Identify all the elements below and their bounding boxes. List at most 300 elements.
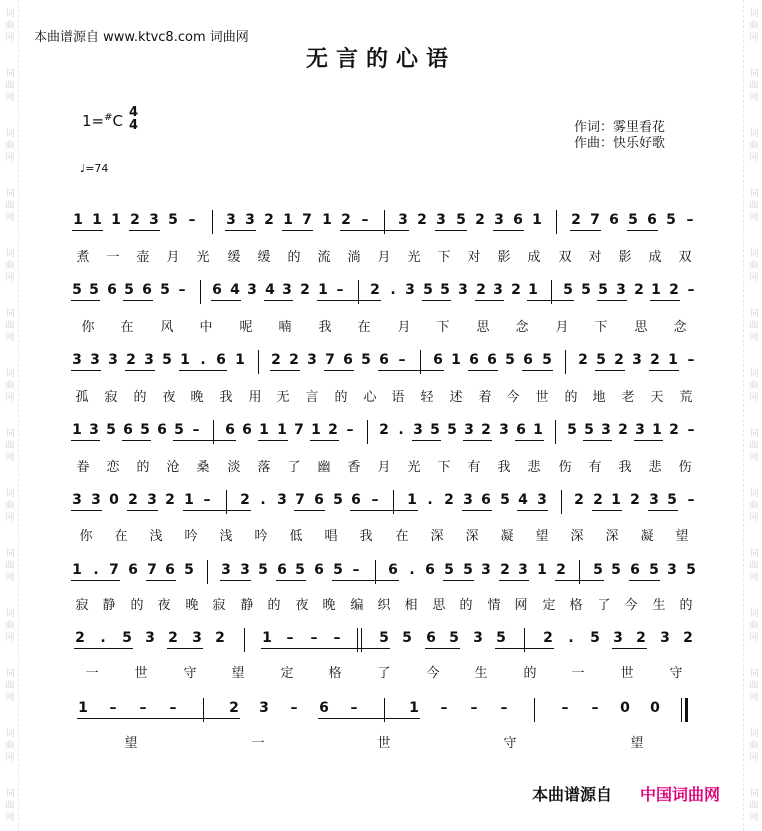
- lyric-char: 我: [219, 390, 233, 405]
- lyric-char: 格: [328, 666, 342, 681]
- lyric-char: 轻: [420, 390, 434, 405]
- score-symbol: –: [371, 492, 379, 508]
- score-symbol: 5: [124, 282, 134, 298]
- score-symbol: 3: [398, 212, 408, 228]
- watermark-text: 词 曲 网: [749, 309, 759, 343]
- bar-line: [534, 698, 535, 722]
- score-symbol: –: [169, 700, 177, 716]
- lyric-char: 编: [350, 598, 364, 613]
- watermark-text: 词 曲 网: [5, 729, 15, 763]
- beam-line: [71, 510, 102, 511]
- lyric-char: 一: [106, 250, 120, 265]
- lyric-char: 恋: [106, 460, 120, 475]
- score-symbol: .: [100, 630, 106, 646]
- lyric-char: 月: [397, 320, 411, 335]
- score-symbol: 6: [630, 562, 640, 578]
- score-symbol: 1: [72, 422, 82, 438]
- score-symbol: 2: [636, 630, 646, 646]
- score-symbol: 2: [165, 492, 175, 508]
- score-symbol: 3: [147, 492, 157, 508]
- lyric-char: 浅: [149, 529, 163, 544]
- lyric-char: 的: [523, 666, 537, 681]
- score-symbol: 5: [584, 422, 594, 438]
- score-symbol: 4: [230, 282, 240, 298]
- score-symbol: –: [398, 352, 406, 368]
- beam-line: [634, 440, 663, 441]
- bar-line: [561, 490, 562, 514]
- score-symbol: 6: [426, 630, 436, 646]
- lyric-char: 定: [542, 598, 556, 613]
- lyric-char: 成: [527, 250, 541, 265]
- score-symbol: –: [188, 212, 196, 228]
- lyric-char: 月: [377, 460, 391, 475]
- beam-line: [332, 580, 399, 581]
- score-symbol: 2: [571, 212, 581, 228]
- lyric-char: 语: [391, 390, 405, 405]
- beam-line: [592, 510, 622, 511]
- lyric-char: 唱: [324, 529, 338, 544]
- beam-line: [340, 230, 409, 231]
- score-symbol: 5: [333, 492, 343, 508]
- score-symbol: 5: [162, 352, 172, 368]
- score-symbol: 5: [666, 212, 676, 228]
- lyric-char: 淡: [227, 460, 241, 475]
- score-symbol: 0: [109, 492, 119, 508]
- time-signature-top: 4: [129, 105, 139, 120]
- score-symbol: 2: [130, 212, 140, 228]
- lyric-char: 我: [318, 320, 332, 335]
- score-symbol: 5: [667, 492, 677, 508]
- watermark-text: 词 曲 网: [5, 789, 15, 823]
- score-symbol: 5: [463, 562, 473, 578]
- lyric-char: 念: [515, 320, 529, 335]
- beam-line: [225, 230, 256, 231]
- lyric-char: 深: [570, 529, 584, 544]
- score-symbol: 6: [609, 212, 619, 228]
- score-symbol: –: [470, 700, 478, 716]
- lyric-char: 的: [133, 390, 147, 405]
- lyric-char: 世: [620, 666, 634, 681]
- score-symbol: –: [361, 212, 369, 228]
- beam-line: [125, 370, 155, 371]
- score-symbol: 2: [300, 282, 310, 298]
- score-symbol: 5: [361, 352, 371, 368]
- score-symbol: 4: [518, 492, 528, 508]
- score-symbol: 3: [463, 492, 473, 508]
- score-symbol: 1: [651, 282, 661, 298]
- beam-line: [71, 440, 100, 441]
- score-symbol: 3: [518, 562, 528, 578]
- watermark-text: 词 曲 网: [5, 429, 15, 463]
- beam-line: [127, 510, 158, 511]
- beam-line: [71, 580, 120, 581]
- score-symbol: 2: [417, 212, 427, 228]
- score-symbol: 2: [341, 212, 351, 228]
- score-symbol: –: [591, 700, 599, 716]
- lyric-char: 深: [465, 529, 479, 544]
- lyric-char: 晚: [185, 598, 199, 613]
- score-symbol: 6: [516, 422, 526, 438]
- lyric-char: 淌: [347, 250, 361, 265]
- right-watermark-strip: [743, 0, 762, 831]
- score-symbol: –: [139, 700, 147, 716]
- lyric-char: 凝: [500, 529, 514, 544]
- lyric-char: 了: [377, 666, 391, 681]
- beam-line: [629, 580, 660, 581]
- bar-line: [212, 210, 213, 234]
- score-symbol: 1: [259, 422, 269, 438]
- score-symbol: 6: [319, 700, 329, 716]
- score-symbol: –: [687, 352, 695, 368]
- lyricist: 作词：雾里看花: [574, 120, 666, 135]
- score-symbol: –: [346, 422, 354, 438]
- lyric-char: 心: [363, 390, 377, 405]
- lyric-char: 伤: [558, 460, 572, 475]
- score-symbol: 2: [618, 422, 628, 438]
- score-symbol: 5: [402, 630, 412, 646]
- score-symbol: 1: [311, 422, 321, 438]
- lyric-char: 念: [673, 320, 687, 335]
- watermark-text: 词 曲 网: [749, 429, 759, 463]
- watermark-text: 词 曲 网: [5, 609, 15, 643]
- score-symbol: 3: [149, 212, 159, 228]
- lyric-char: 桑: [196, 460, 210, 475]
- watermark-text: 词 曲 网: [749, 549, 759, 583]
- lyric-char: 幽: [317, 460, 331, 475]
- score-symbol: 5: [333, 562, 343, 578]
- lyric-char: 了: [287, 460, 301, 475]
- lyric-char: 夜: [162, 390, 176, 405]
- beam-line: [435, 230, 467, 231]
- beam-line: [179, 370, 227, 371]
- score-symbol: 1: [111, 212, 121, 228]
- beam-line: [583, 440, 612, 441]
- bar-line: [207, 560, 208, 584]
- score-symbol: 2: [229, 700, 239, 716]
- beam-line: [527, 300, 574, 301]
- beam-line: [649, 370, 679, 371]
- score-symbol: 1: [318, 282, 328, 298]
- lyric-char: 生: [474, 666, 488, 681]
- score-symbol: –: [350, 700, 358, 716]
- score-symbol: 2: [669, 422, 679, 438]
- score-symbol: 3: [72, 492, 82, 508]
- lyric-char: 月: [377, 250, 391, 265]
- score-symbol: .: [390, 282, 396, 298]
- lyric-char: 了: [597, 598, 611, 613]
- beam-line: [211, 300, 241, 301]
- lyric-char: 悲: [648, 460, 662, 475]
- score-symbol: 7: [590, 212, 600, 228]
- watermark-text: 词 曲 网: [749, 789, 759, 823]
- score-symbol: 3: [464, 422, 474, 438]
- score-symbol: 3: [413, 422, 423, 438]
- score-symbol: –: [352, 562, 360, 578]
- watermark-text: 词 曲 网: [5, 9, 15, 43]
- score-symbol: 3: [245, 212, 255, 228]
- beam-line: [570, 230, 601, 231]
- beam-line: [123, 300, 153, 301]
- score-symbol: 6: [225, 422, 235, 438]
- score-symbol: 1: [73, 212, 83, 228]
- key-signature: [82, 112, 123, 130]
- score-symbol: 2: [593, 492, 603, 508]
- score-symbol: 3: [632, 352, 642, 368]
- score-symbol: 3: [221, 562, 231, 578]
- watermark-text: 词 曲 网: [749, 489, 759, 523]
- lyric-char: 中: [199, 320, 213, 335]
- score-symbol: 5: [440, 282, 450, 298]
- score-symbol: 5: [542, 352, 552, 368]
- watermark-text: 词 曲 网: [5, 489, 15, 523]
- score-symbol: –: [203, 492, 211, 508]
- score-symbol: 6: [343, 352, 353, 368]
- lyric-char: 眷: [76, 460, 90, 475]
- score-symbol: 2: [574, 492, 584, 508]
- watermark-text: 词 曲 网: [5, 129, 15, 163]
- score-symbol: 3: [458, 282, 468, 298]
- score-symbol: –: [109, 700, 117, 716]
- score-symbol: 6: [469, 352, 479, 368]
- score-symbol: 6: [216, 352, 226, 368]
- score-symbol: 6: [425, 562, 435, 578]
- score-symbol: 2: [543, 630, 553, 646]
- score-symbol: 5: [295, 562, 305, 578]
- lyric-char: 思: [634, 320, 648, 335]
- watermark-text: 词 曲 网: [749, 9, 759, 43]
- time-signature: [129, 106, 138, 132]
- song-title: 无言的心语: [305, 47, 456, 72]
- beam-line: [555, 580, 604, 581]
- score-symbol: –: [333, 630, 341, 646]
- lyric-char: 的: [136, 460, 150, 475]
- score-symbol: 7: [147, 562, 157, 578]
- lyric-char: 壶: [136, 250, 150, 265]
- lyric-char: 无: [276, 390, 290, 405]
- footer-source-label: 本曲谱源自: [532, 785, 613, 804]
- lyric-char: 光: [196, 250, 210, 265]
- lyric-char: 述: [449, 390, 463, 405]
- lyric-char: 一: [571, 666, 585, 681]
- score-symbol: 3: [144, 352, 154, 368]
- score-symbol: 5: [184, 562, 194, 578]
- beam-line: [627, 230, 658, 231]
- score-symbol: –: [286, 630, 294, 646]
- score-symbol: 3: [240, 562, 250, 578]
- lyric-char: 伤: [678, 460, 692, 475]
- score-symbol: 6: [157, 422, 167, 438]
- score-symbol: 3: [481, 562, 491, 578]
- lyric-char: 煮: [76, 250, 90, 265]
- lyric-char: 织: [377, 598, 391, 613]
- score-symbol: 1: [262, 630, 272, 646]
- watermark-text: 词 曲 网: [749, 249, 759, 283]
- score-symbol: 3: [667, 562, 677, 578]
- composer: 作曲：快乐好歌: [574, 136, 666, 151]
- lyric-char: 影: [618, 250, 632, 265]
- beam-line: [282, 230, 313, 231]
- lyric-char: 的: [130, 598, 144, 613]
- watermark-text: 词 曲 网: [5, 249, 15, 283]
- score-symbol: 3: [436, 212, 446, 228]
- score-symbol: 7: [325, 352, 335, 368]
- lyric-char: 落: [257, 460, 271, 475]
- lyric-char: 寂: [212, 598, 226, 613]
- lyric-char: 的: [287, 250, 301, 265]
- watermark-text: 词 曲 网: [5, 669, 15, 703]
- score-symbol: 6: [242, 422, 252, 438]
- score-symbol: 6: [142, 282, 152, 298]
- score-symbol: 5: [686, 562, 696, 578]
- lyric-char: 在: [120, 320, 134, 335]
- score-symbol: 3: [145, 630, 155, 646]
- lyric-char: 守: [669, 666, 683, 681]
- lyric-char: 在: [357, 320, 371, 335]
- lyric-char: 天: [650, 390, 664, 405]
- beam-line: [597, 300, 627, 301]
- lyric-char: 思: [432, 598, 446, 613]
- lyric-char: 用: [248, 390, 262, 405]
- score-symbol: 2: [650, 352, 660, 368]
- lyric-char: 今: [506, 390, 520, 405]
- score-symbol: 3: [226, 212, 236, 228]
- lyric-char: 格: [569, 598, 583, 613]
- score-symbol: 5: [456, 212, 466, 228]
- lyric-char: 望: [231, 666, 245, 681]
- score-symbol: 2: [481, 422, 491, 438]
- score-symbol: 3: [613, 630, 623, 646]
- lyric-char: 缓: [257, 250, 271, 265]
- score-symbol: –: [310, 630, 318, 646]
- score-symbol: 6: [165, 562, 175, 578]
- score-symbol: 5: [590, 630, 600, 646]
- score-symbol: 6: [379, 352, 389, 368]
- key-prefix: 1=: [82, 112, 105, 130]
- beam-line: [422, 300, 451, 301]
- lyric-char: 的: [334, 390, 348, 405]
- score-symbol: –: [687, 422, 695, 438]
- score-symbol: 1: [283, 212, 293, 228]
- source-line: 本曲谱源自 www.ktvc8.com 词曲网: [34, 30, 249, 45]
- score-symbol: 7: [295, 492, 305, 508]
- score-symbol: 1: [72, 562, 82, 578]
- score-symbol: 0: [650, 700, 660, 716]
- lyric-char: 荒: [679, 390, 693, 405]
- score-symbol: 2: [476, 282, 486, 298]
- score-symbol: 5: [449, 630, 459, 646]
- score-symbol: 3: [108, 352, 118, 368]
- score-symbol: 2: [475, 212, 485, 228]
- beam-line: [517, 510, 548, 511]
- beam-line: [167, 648, 203, 649]
- score-symbol: 5: [106, 422, 116, 438]
- score-symbol: –: [192, 422, 200, 438]
- lyric-char: 定: [280, 666, 294, 681]
- score-symbol: 3: [499, 422, 509, 438]
- score-symbol: 7: [294, 422, 304, 438]
- score-symbol: 7: [109, 562, 119, 578]
- beam-line: [294, 510, 325, 511]
- lyric-char: 望: [630, 736, 644, 751]
- score-symbol: 5: [122, 630, 132, 646]
- lyric-char: 我: [497, 460, 511, 475]
- lyric-char: 呢: [239, 320, 253, 335]
- lyric-char: 的: [267, 598, 281, 613]
- score-symbol: 2: [578, 352, 588, 368]
- lyric-char: 相: [404, 598, 418, 613]
- score-symbol: 5: [423, 282, 433, 298]
- beam-line: [317, 300, 381, 301]
- score-symbol: 5: [505, 352, 515, 368]
- bar-line: [244, 628, 245, 652]
- lyric-char: 今: [426, 666, 440, 681]
- lyric-char: 晚: [322, 598, 336, 613]
- lyric-char: 悲: [527, 460, 541, 475]
- score-symbol: 5: [430, 422, 440, 438]
- beam-line: [122, 440, 151, 441]
- score-symbol: 3: [259, 700, 269, 716]
- score-symbol: 3: [616, 282, 626, 298]
- score-symbol: 5: [611, 562, 621, 578]
- lyric-char: 守: [503, 736, 517, 751]
- lyric-char: 月: [166, 250, 180, 265]
- score-symbol: 5: [89, 282, 99, 298]
- beam-line: [425, 648, 460, 649]
- lyric-char: 双: [678, 250, 692, 265]
- beam-line: [350, 510, 418, 511]
- lyric-char: 着: [478, 390, 492, 405]
- lyric-char: 成: [648, 250, 662, 265]
- score-symbol: 6: [314, 562, 324, 578]
- watermark-text: 词 曲 网: [749, 129, 759, 163]
- lyric-char: 夜: [295, 598, 309, 613]
- score-symbol: 4: [265, 282, 275, 298]
- lyric-char: 凝: [640, 529, 654, 544]
- score-symbol: 5: [72, 282, 82, 298]
- beam-line: [648, 510, 678, 511]
- watermark-text: 词 曲 网: [5, 369, 15, 403]
- score-symbol: .: [398, 422, 404, 438]
- lyric-char: 喃: [278, 320, 292, 335]
- lyric-char: 吟: [184, 529, 198, 544]
- score-symbol: 7: [302, 212, 312, 228]
- score-symbol: 5: [140, 422, 150, 438]
- key-letter: C: [112, 112, 123, 130]
- lyric-char: 生: [652, 598, 666, 613]
- score-symbol: 5: [168, 212, 178, 228]
- time-signature-bottom: 4: [129, 118, 139, 133]
- score-symbol: 6: [481, 492, 491, 508]
- score-symbol: 6: [433, 352, 443, 368]
- score-symbol: 1: [78, 700, 88, 716]
- bar-line: [367, 420, 368, 444]
- lyric-char: 今: [624, 598, 638, 613]
- score-symbol: 5: [500, 492, 510, 508]
- score-symbol: 3: [192, 630, 202, 646]
- score-symbol: 2: [75, 630, 85, 646]
- score-symbol: 5: [160, 282, 170, 298]
- lyric-char: 在: [395, 529, 409, 544]
- lyric-char: 有: [467, 460, 481, 475]
- beam-line: [276, 580, 306, 581]
- lyric-char: 孤: [75, 390, 89, 405]
- score-symbol: 1: [537, 562, 547, 578]
- score-symbol: 6: [523, 352, 533, 368]
- lyric-char: 老: [621, 390, 635, 405]
- lyric-char: 在: [114, 529, 128, 544]
- beam-line: [650, 300, 680, 301]
- score-symbol: 1: [277, 422, 287, 438]
